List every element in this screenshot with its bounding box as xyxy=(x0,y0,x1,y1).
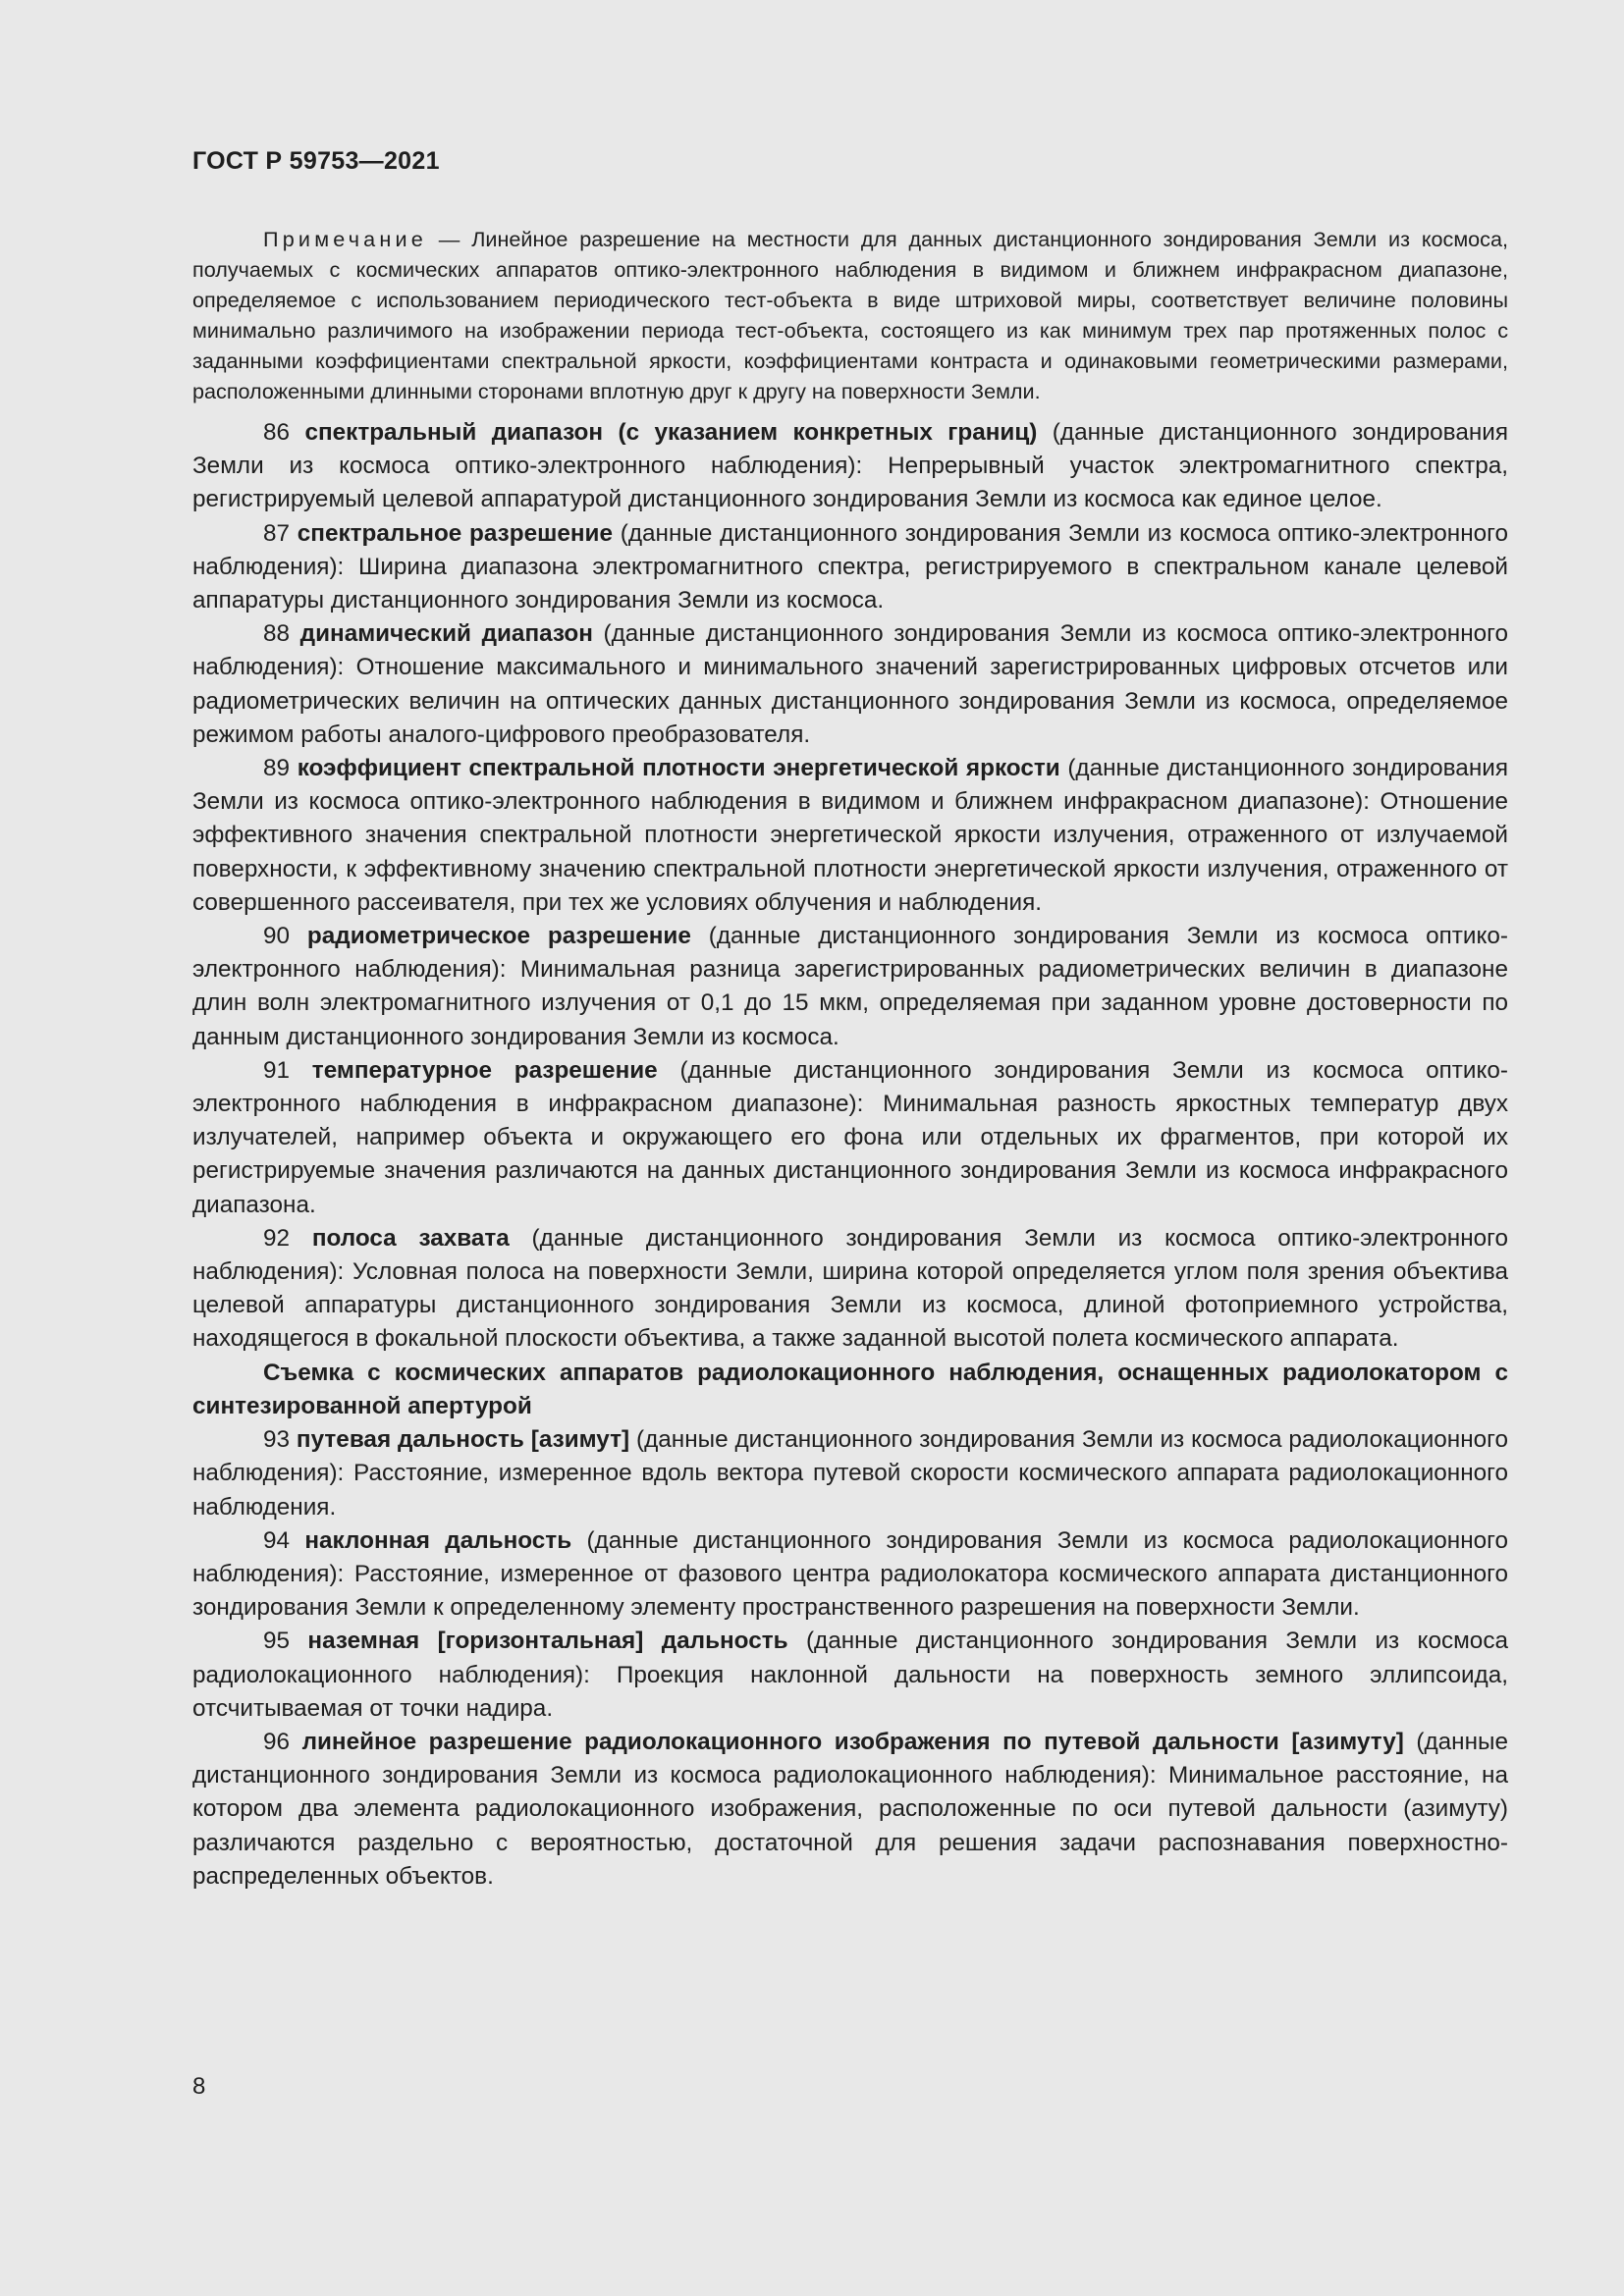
term-entry xyxy=(192,752,1508,920)
term-definition: (данные дистанционного зондирования Земли из космоса радиолокационного наблюдения): Минимальное расстояние, на котором два элемента радиолокационного изображения, расположенные по оси путевой дальности (азимуту) различаются раздельно с вероятностью, достаточной для решения задачи распознавания поверхностно-распределенных объектов. xyxy=(192,1728,1508,1890)
term-definition: (данные дистанционного зондирования Земли из космоса радиолокационного наблюдения): Проекция наклонной дальности на поверхность земного эллипсоида, отсчитываемая от точки надира. xyxy=(192,1628,1508,1722)
page-number: 8 xyxy=(192,2073,206,2100)
term-name: радиометрическое разрешение xyxy=(306,923,691,950)
term-entry xyxy=(192,1625,1508,1726)
term-name: коэффициент спектральной плотности энергетической яркости xyxy=(297,755,1060,782)
term-number: 90 xyxy=(263,923,291,950)
term-name: полоса захвата xyxy=(311,1224,510,1252)
term-definition: (данные дистанционного зондирования Земли из космоса оптико-электронного наблюдения): Минимальная разница зарегистрированных радиометрических величин в диапазоне длин волн электромагнитного излучения от 0,1 до 15 мкм, определяемая при заданном уровне достоверности по данным дистанционного зондирования Земли из космоса. xyxy=(192,923,1508,1050)
term-entry xyxy=(192,1524,1508,1626)
document-header: ГОСТ Р 59753—2021 xyxy=(192,147,440,175)
section-heading: Съемка с космических аппаратов радиолокационного наблюдения, оснащенных радиолокатором с синтезированной апертурой xyxy=(192,1359,1508,1419)
note-text: — Линейное разрешение на местности для данных дистанционного зондирования Земли из космоса, получаемых с космических аппаратов оптико-электронного наблюдения в видимом и ближнем инфракрасном диапазоне, определяемое с использованием периодического тест-объекта в виде штриховой миры, соответствует величине половины минимально различимого на изображении периода тест-объекта, состоящего из как минимум трех пар протяженных полос с заданными коэффициентами спектральной яркости, коэффициентами контраста и одинаковыми геометрическими размерами, расположенными длинными сторонами вплотную друг к другу на поверхности Земли. xyxy=(192,227,1508,403)
term-entry xyxy=(192,617,1508,752)
term-number: 91 xyxy=(263,1056,291,1084)
term-number: 93 xyxy=(263,1426,291,1454)
term-entry xyxy=(192,517,1508,618)
terms-list-radar xyxy=(192,1423,1508,1894)
term-number: 86 xyxy=(263,419,291,446)
terms-list-optical xyxy=(192,416,1508,1357)
term-name: спектральное разрешение xyxy=(297,519,614,547)
term-name: температурное разрешение xyxy=(311,1056,658,1084)
term-definition: (данные дистанционного зондирования Земли из космоса оптико-электронного наблюдения): Непрерывный участок электромагнитного спектра, регистрируемый целевой аппаратурой дистанционного зондирования Земли из космоса как единое целое. xyxy=(192,419,1508,513)
term-definition: (данные дистанционного зондирования Земли из космоса радиолокационного наблюдения): Расстояние, измеренное от фазового центра радиолокатора космического аппарата дистанционного зондирования Земли к определенному элементу пространственного разрешения на поверхности Земли. xyxy=(192,1526,1508,1622)
term-name: наклонная дальность xyxy=(304,1526,572,1554)
term-name: наземная [горизонтальная] дальность xyxy=(307,1628,788,1655)
term-entry xyxy=(192,1423,1508,1524)
term-name: спектральный диапазон (с указанием конкретных границ) xyxy=(304,419,1038,446)
term-definition: (данные дистанционного зондирования Земли из космоса оптико-электронного наблюдения в видимом и ближнем инфракрасном диапазоне): Отношение эффективного значения спектральной плотности энергетической яркости излучения, отраженного от излучаемой поверхности, к эффективному значению спектральной плотности энергетической яркости излучения, отраженного от совершенного рассеивателя, при тех же условиях облучения и наблюдения. xyxy=(192,755,1508,916)
term-number: 89 xyxy=(263,755,291,782)
term-name: путевая дальность [азимут] xyxy=(296,1426,630,1454)
term-number: 88 xyxy=(263,620,291,648)
note-paragraph xyxy=(192,224,1508,406)
term-number: 95 xyxy=(263,1628,291,1655)
term-number: 92 xyxy=(263,1224,291,1252)
term-entry xyxy=(192,416,1508,517)
note-label: Примечание xyxy=(263,227,427,251)
term-definition: (данные дистанционного зондирования Земли из космоса радиолокационного наблюдения): Расстояние, измеренное вдоль вектора путевой скорости космического аппарата радиолокационного наблюдения. xyxy=(192,1426,1508,1521)
term-definition: (данные дистанционного зондирования Земли из космоса оптико-электронного наблюдения): Условная полоса на поверхности Земли, ширина которой определяется углом поля зрения объектива целевой аппаратуры дистанционного зондирования Земли из космоса, длиной фотоприемного устройства, находящегося в фокальной плоскости объектива, а также заданной высотой полета космического аппарата. xyxy=(192,1224,1508,1353)
term-name: динамический диапазон xyxy=(299,620,593,648)
term-number: 87 xyxy=(263,519,291,547)
term-entry xyxy=(192,1222,1508,1357)
term-definition: (данные дистанционного зондирования Земли из космоса оптико-электронного наблюдения): Отношение максимального и минимального значений зарегистрированных цифровых отсчетов или радиометрических величин на оптических данных дистанционного зондирования Земли из космоса, определяемое режимом работы аналого-цифрового преобразователя. xyxy=(192,620,1508,748)
term-name: линейное разрешение радиолокационного изображения по путевой дальности [азимуту] xyxy=(301,1728,1404,1755)
document-body xyxy=(192,224,1508,1894)
term-entry xyxy=(192,1726,1508,1894)
term-number: 94 xyxy=(263,1526,291,1554)
term-entry xyxy=(192,1054,1508,1222)
term-number: 96 xyxy=(263,1728,291,1755)
term-entry xyxy=(192,920,1508,1054)
term-definition: (данные дистанционного зондирования Земли из космоса оптико-электронного наблюдения): Ширина диапазона электромагнитного спектра, регистрируемого в спектральном канале целевой аппаратуры дистанционного зондирования Земли из космоса. xyxy=(192,519,1508,614)
term-definition: (данные дистанционного зондирования Земли из космоса оптико-электронного наблюдения в инфракрасном диапазоне): Минимальная разность яркостных температур двух излучателей, например объекта и окружающего его фона или отдельных их фрагментов, при которой их регистрируемые значения различаются на данных дистанционного зондирования Земли из космоса инфракрасного диапазона. xyxy=(192,1056,1508,1218)
